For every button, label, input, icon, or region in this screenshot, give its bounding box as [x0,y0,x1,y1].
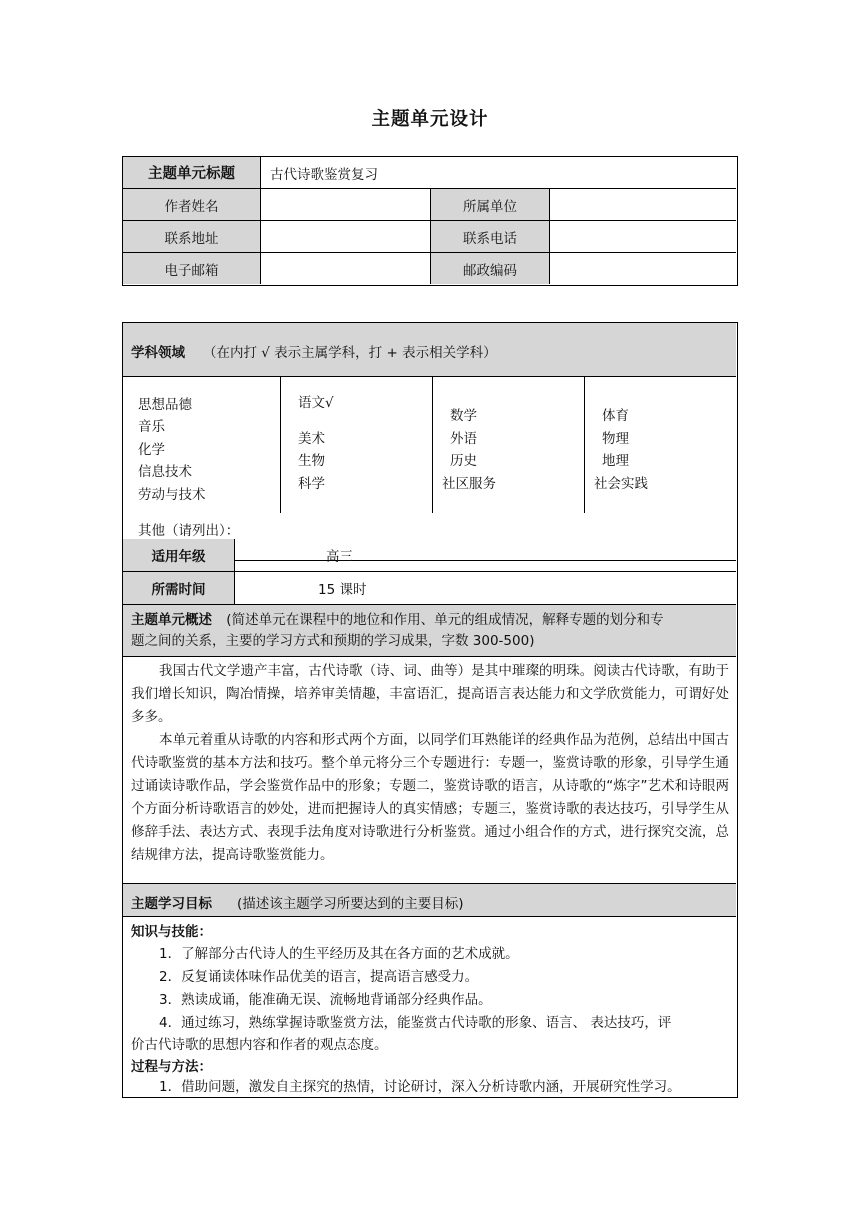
subject-item[interactable]: 信息技术 [138,464,192,480]
org-label: 所属单位 [431,189,550,220]
subject-domain-hint: （在内打 √ 表示主属学科，打 + 表示相关学科） [203,345,497,361]
title-label: 主题单元标题 [123,157,261,188]
subject-domain-header [123,323,736,377]
subject-item[interactable]: 体育 [602,408,629,424]
goal-item: 3．熟读成诵，能准确无误、流畅地背诵部分经典作品。 [159,992,492,1008]
time-row [123,572,736,605]
subject-item[interactable]: 数学 [450,408,477,424]
email-label: 电子邮箱 [123,253,261,284]
address-label: 联系地址 [123,221,261,252]
overview-heading: 主题单元概述 [131,612,212,628]
overview-paragraph-2: 本单元着重从诗歌的内容和形式两个方面，以同学们耳熟能详的经典作品为范例，总结出中国古代诗歌鉴赏的基本方法和技巧。整个单元将分三个专题进行：专题一，鉴赏诗歌的形象，引导学生通过诵读诗歌作品，学会鉴赏作品中的形象；专题二，鉴赏诗歌的语言，从诗歌的“炼字”艺术和诗眼两个方面分析诗歌语言的妙处，进而把握诗人的真实情感；专题三，鉴赏诗歌的表达技巧，引导学生从修辞手法、表达方式、表现手法角度对诗歌进行分析鉴赏。通过小组合作的方式，进行探究交流，总结规律方法，提高诗歌鉴赏能力。 [131,732,729,863]
goals-hint: (描述该主题学习所要达到的主要目标) [237,896,464,912]
postcode-label: 邮政编码 [431,253,550,284]
goals-heading: 主题学习目标 [131,896,212,912]
time-label: 所需时间 [123,572,235,604]
info-table [122,156,738,286]
subject-item[interactable]: 社区服务 [442,476,496,492]
author-label: 作者姓名 [123,189,261,220]
subject-column-3 [433,377,585,513]
subject-item[interactable]: 劳动与技术 [138,487,206,503]
time-value: 15 课时 [318,582,367,598]
title-value: 古代诗歌鉴赏复习 [270,166,378,183]
subject-column-1 [123,377,281,513]
subject-item[interactable]: 音乐 [138,419,165,435]
subject-item[interactable]: 科学 [298,476,325,492]
goal-item-continued: 价古代诗歌的思想内容和作者的观点态度。 [131,1037,388,1053]
subject-checklist [123,377,736,561]
goal-item: 1．了解部分古代诗人的生平经历及其在各方面的艺术成就。 [159,946,519,962]
process-heading: 过程与方法： [131,1059,212,1075]
subject-column-4 [585,377,736,513]
other-subjects-label: 其他（请列出）： [138,523,240,539]
email-row [123,253,736,284]
overview-header [123,605,736,657]
address-value[interactable] [261,221,431,252]
page-title: 主题单元设计 [371,109,489,130]
subject-item[interactable]: 地理 [602,453,629,469]
overview-hint-line2: 题之间的关系，主要的学习方式和预期的学习成果，字数 300-500) [131,633,535,649]
subject-item[interactable]: 思想品德 [138,397,192,413]
goals-header [123,883,736,917]
title-row [123,157,736,189]
subject-item[interactable]: 物理 [602,431,629,447]
subject-item[interactable]: 外语 [450,431,477,447]
subject-item[interactable]: 语文√ [298,395,334,411]
grade-row [123,539,736,572]
goal-item: 4．通过练习，熟练掌握诗歌鉴赏方法，能鉴赏古代诗歌的形象、语言、 表达技巧，评 [159,1015,672,1031]
subject-item[interactable]: 社会实践 [594,476,648,492]
grade-value: 高三 [326,549,353,565]
overview-paragraph-1: 我国古代文学遗产丰富，古代诗歌（诗、词、曲等）是其中璀璨的明珠。阅读古代诗歌，有助于我们增长知识，陶冶情操，培养审美情趣，丰富语汇，提高语言表达能力和文学欣赏能力，可谓好处多多。 [131,663,729,725]
subject-item[interactable]: 化学 [138,442,165,458]
subject-column-2 [281,377,433,513]
knowledge-heading: 知识与技能： [131,924,212,940]
phone-value[interactable] [550,221,736,252]
grade-label: 适用年级 [123,539,235,571]
subject-item[interactable]: 美术 [298,431,325,447]
author-value[interactable] [261,189,431,220]
address-row [123,221,736,253]
author-row [123,189,736,221]
design-table [122,322,738,1098]
phone-label: 联系电话 [431,221,550,252]
goal-item: 1．借助问题，激发自主探究的热情，讨论研讨，深入分析诗歌内涵，开展研究性学习。 [159,1079,681,1095]
subject-item[interactable]: 历史 [450,453,477,469]
subject-domain-heading: 学科领域 [131,345,185,361]
email-value[interactable] [261,253,431,284]
overview-hint-line1: (简述单元在课程中的地位和作用、单元的组成情况，解释专题的划分和专 [226,612,664,628]
subject-item[interactable]: 生物 [298,453,325,469]
postcode-value[interactable] [550,253,736,284]
goal-item: 2．反复诵读体味作品优美的语言，提高语言感受力。 [159,969,479,985]
org-value[interactable] [550,189,736,220]
